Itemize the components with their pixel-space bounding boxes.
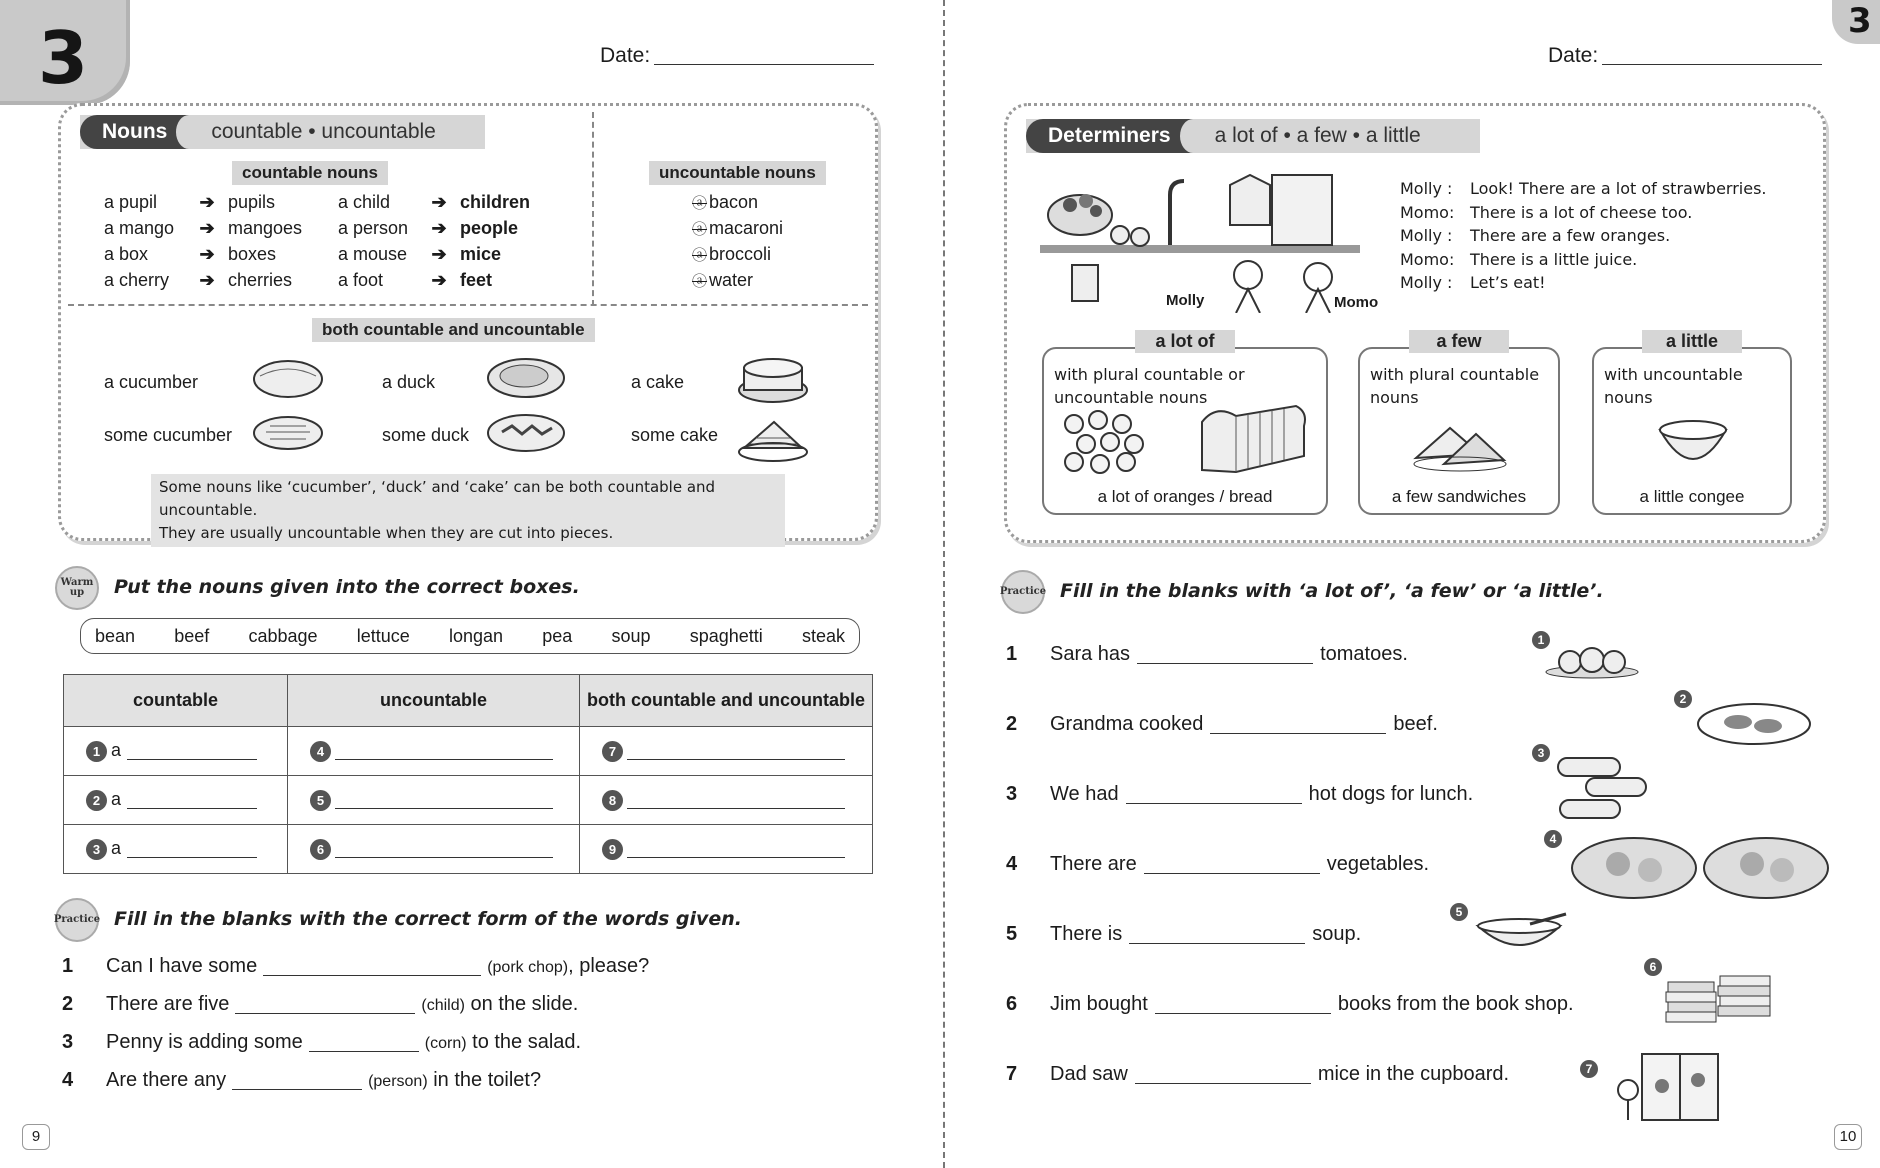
practice-item bbox=[1006, 993, 1574, 1016]
answer-blank[interactable] bbox=[627, 857, 845, 858]
word-bank bbox=[80, 618, 860, 654]
determiner-label: a little bbox=[1642, 330, 1742, 353]
item-text-end: beef. bbox=[1393, 713, 1438, 735]
practice-item bbox=[62, 955, 649, 978]
speech: Let’s eat! bbox=[1470, 273, 1546, 292]
usage-text: with plural countable bbox=[1370, 365, 1540, 384]
table-row bbox=[64, 727, 873, 776]
singular-noun: a cherry bbox=[104, 270, 170, 290]
practice-item bbox=[1006, 783, 1473, 806]
item-number: 2 bbox=[62, 993, 74, 1015]
picture-number: 3 bbox=[1532, 744, 1550, 762]
answer-number: 9 bbox=[602, 839, 623, 860]
usage-text: uncountable nouns bbox=[1054, 388, 1208, 407]
beef-plate-icon bbox=[1694, 700, 1814, 748]
answer-number: 6 bbox=[310, 839, 331, 860]
congee-bowl-icon bbox=[1656, 412, 1730, 474]
arrow-icon: ➔ bbox=[431, 192, 447, 212]
word-hint: (pork chop) bbox=[487, 959, 569, 976]
word-hint: (corn) bbox=[424, 1035, 467, 1052]
bread-loaf-icon bbox=[1196, 400, 1310, 474]
both-label: both countable and uncountable bbox=[312, 318, 595, 342]
kitchen-scene-icon bbox=[1040, 165, 1360, 313]
usage-text: with plural countable or bbox=[1054, 365, 1245, 384]
crossed-out-a-icon: ⓐ bbox=[692, 273, 708, 290]
word-bank-item: lettuce bbox=[356, 625, 410, 646]
answer-number: 1 bbox=[86, 741, 107, 762]
item-text: There are bbox=[1050, 853, 1137, 875]
item-number: 1 bbox=[62, 955, 74, 977]
answer-blank[interactable] bbox=[127, 808, 257, 809]
uncountable-noun: broccoli bbox=[709, 244, 772, 264]
note-line-2: They are usually uncountable when they are cut into pieces. bbox=[159, 524, 614, 542]
word-bank-item: bean bbox=[95, 625, 136, 646]
item-text: There are five bbox=[106, 993, 230, 1015]
answer-blank[interactable] bbox=[235, 1013, 415, 1014]
practice-item bbox=[62, 1031, 581, 1054]
practice-item bbox=[62, 1069, 541, 1092]
table-row bbox=[64, 825, 873, 874]
answer-blank[interactable] bbox=[309, 1051, 419, 1052]
unit-number: 3 bbox=[38, 16, 89, 100]
both-item-cucumber-some: some cucumber bbox=[104, 425, 233, 445]
date-label: Date: bbox=[600, 44, 651, 67]
books-icon bbox=[1662, 962, 1774, 1028]
arrow-icon: ➔ bbox=[199, 270, 215, 290]
crossed-out-a-icon: ⓐ bbox=[692, 247, 708, 264]
answer-number: 7 bbox=[602, 741, 623, 762]
word-hint: (child) bbox=[421, 997, 465, 1014]
answer-blank[interactable] bbox=[335, 857, 553, 858]
uncountable-noun: bacon bbox=[709, 192, 759, 212]
item-number: 1 bbox=[1006, 643, 1018, 665]
dialogue-line bbox=[1400, 224, 1767, 248]
book-spine bbox=[943, 0, 945, 1168]
vegetables-icon bbox=[1568, 830, 1832, 900]
character-momo: Momo bbox=[1334, 294, 1379, 311]
arrow-icon: ➔ bbox=[431, 218, 447, 238]
item-number: 5 bbox=[1006, 923, 1018, 945]
item-number: 2 bbox=[1006, 713, 1018, 735]
cake-icon bbox=[736, 350, 810, 406]
answer-cell bbox=[64, 825, 288, 874]
practice-item bbox=[1006, 643, 1408, 666]
singular-noun: a mouse bbox=[338, 244, 408, 264]
irregular-plural-noun: mice bbox=[460, 244, 502, 264]
col-header-uncountable: uncountable bbox=[288, 675, 580, 727]
nouns-tag-subtitle: countable • uncountable bbox=[211, 120, 436, 143]
answer-blank[interactable] bbox=[127, 857, 257, 858]
oranges-icon bbox=[1060, 410, 1150, 478]
hot-dogs-icon bbox=[1552, 752, 1650, 824]
item-number: 4 bbox=[62, 1069, 74, 1091]
item-text: Dad saw bbox=[1050, 1063, 1128, 1085]
answer-number: 2 bbox=[86, 790, 107, 811]
speaker: Momo: bbox=[1400, 249, 1455, 269]
sandwiches-icon bbox=[1410, 420, 1510, 472]
answer-number: 5 bbox=[310, 790, 331, 811]
countable-nouns-label: countable nouns bbox=[232, 161, 388, 185]
determiner-label: a few bbox=[1409, 330, 1509, 353]
item-text: Jim bought bbox=[1050, 993, 1148, 1015]
answer-blank[interactable] bbox=[335, 759, 553, 760]
both-item-cake-some: some cake bbox=[631, 425, 719, 445]
practice-item bbox=[62, 993, 578, 1016]
item-text: Penny is adding some bbox=[106, 1031, 303, 1053]
answer-blank[interactable] bbox=[263, 975, 481, 976]
item-text: We had bbox=[1050, 783, 1119, 805]
item-number: 3 bbox=[62, 1031, 74, 1053]
answer-blank[interactable] bbox=[1126, 803, 1302, 804]
answer-cell bbox=[288, 825, 580, 874]
date-input-line-right[interactable] bbox=[1602, 64, 1822, 65]
singular-noun: a child bbox=[338, 192, 391, 212]
item-text-end: , please? bbox=[568, 955, 650, 977]
speech: There are a few oranges. bbox=[1470, 226, 1671, 245]
speech: Look! There are a lot of strawberries. bbox=[1470, 179, 1767, 198]
practice-item bbox=[1006, 713, 1438, 736]
warmup-badge: Warm up bbox=[55, 566, 99, 610]
answer-cell bbox=[288, 776, 580, 825]
singular-noun: a foot bbox=[338, 270, 384, 290]
arrow-icon: ➔ bbox=[199, 192, 215, 212]
nouns-tag bbox=[80, 115, 485, 149]
countable-row bbox=[104, 244, 501, 265]
plural-noun: mangoes bbox=[228, 218, 303, 238]
item-number: 6 bbox=[1006, 993, 1018, 1015]
answer-cell bbox=[288, 727, 580, 776]
answer-blank[interactable] bbox=[1137, 663, 1313, 664]
cucumber-slices-icon bbox=[250, 410, 326, 456]
item-text-end: soup. bbox=[1312, 923, 1362, 945]
date-input-line[interactable] bbox=[654, 64, 874, 65]
answer-number: 4 bbox=[310, 741, 331, 762]
item-text-end: to the salad. bbox=[466, 1031, 582, 1053]
practice-item bbox=[1006, 923, 1361, 946]
arrow-icon: ➔ bbox=[199, 218, 215, 238]
dialogue-line bbox=[1400, 271, 1767, 295]
answer-number: 8 bbox=[602, 790, 623, 811]
speaker: Molly : bbox=[1400, 179, 1453, 198]
answer-blank[interactable] bbox=[335, 808, 553, 809]
mice-cupboard-icon bbox=[1606, 1050, 1726, 1124]
picture-number: 2 bbox=[1674, 690, 1692, 708]
irregular-plural-noun: children bbox=[460, 192, 531, 212]
item-text: Can I have some bbox=[106, 955, 258, 977]
answer-cell bbox=[580, 825, 873, 874]
answer-cell bbox=[580, 727, 873, 776]
item-number: 7 bbox=[1006, 1063, 1018, 1085]
duck-pieces-icon bbox=[484, 410, 568, 456]
arrow-icon: ➔ bbox=[431, 244, 447, 264]
answer-blank[interactable] bbox=[232, 1089, 362, 1090]
table-row bbox=[64, 776, 873, 825]
determiners-tag-title: Determiners bbox=[1026, 119, 1193, 153]
usage-text: nouns bbox=[1370, 388, 1419, 407]
word-bank-item: soup bbox=[611, 625, 651, 646]
item-text: Grandma cooked bbox=[1050, 713, 1204, 735]
character-molly: Molly bbox=[1166, 292, 1205, 309]
determiners-tag-subtitle: a lot of • a few • a little bbox=[1214, 124, 1421, 147]
practice-badge-right: Practice bbox=[1001, 570, 1045, 614]
singular-noun: a person bbox=[338, 218, 409, 238]
arrow-icon: ➔ bbox=[199, 244, 215, 264]
item-text: There is bbox=[1050, 923, 1123, 945]
soup-bowl-icon bbox=[1474, 912, 1572, 958]
singular-noun: a box bbox=[104, 244, 149, 264]
divider-vertical bbox=[592, 112, 594, 306]
nouns-tag-title: Nouns bbox=[80, 115, 189, 149]
item-text-end: on the slide. bbox=[464, 993, 579, 1015]
plural-noun: cherries bbox=[228, 270, 293, 290]
word-bank-item: steak bbox=[801, 625, 845, 646]
word-bank-item: spaghetti bbox=[689, 625, 763, 646]
picture-number: 6 bbox=[1644, 958, 1662, 976]
article-prefix: a bbox=[111, 838, 122, 858]
answer-cell bbox=[64, 727, 288, 776]
speaker: Molly : bbox=[1400, 226, 1453, 245]
speech: There is a lot of cheese too. bbox=[1470, 202, 1693, 222]
arrow-icon: ➔ bbox=[431, 270, 447, 290]
col-header-countable: countable bbox=[64, 675, 288, 727]
uncountable-item bbox=[692, 244, 771, 265]
item-text-end: tomatoes. bbox=[1320, 643, 1408, 665]
answer-blank[interactable] bbox=[627, 808, 845, 809]
nouns-note bbox=[151, 474, 785, 547]
plural-noun: pupils bbox=[228, 192, 276, 212]
word-bank-item: pea bbox=[542, 625, 573, 646]
crossed-out-a-icon: ⓐ bbox=[692, 221, 708, 238]
item-number: 3 bbox=[1006, 783, 1018, 805]
both-item-duck-a: a duck bbox=[382, 372, 436, 392]
item-text-end: books from the book shop. bbox=[1337, 993, 1574, 1015]
picture-number: 4 bbox=[1544, 830, 1562, 848]
answer-blank[interactable] bbox=[1135, 1083, 1311, 1084]
both-item-duck-some: some duck bbox=[382, 425, 470, 445]
answer-cell bbox=[64, 776, 288, 825]
picture-number: 5 bbox=[1450, 903, 1468, 921]
cucumber-icon bbox=[250, 356, 326, 402]
item-text-end: hot dogs for lunch. bbox=[1308, 783, 1474, 805]
word-bank-item: longan bbox=[448, 625, 504, 646]
warmup-instruction: Put the nouns given into the correct boxes. bbox=[114, 576, 580, 598]
countable-row bbox=[104, 192, 530, 213]
dialogue-line bbox=[1400, 248, 1767, 272]
answer-blank[interactable] bbox=[1144, 873, 1320, 874]
uncountable-item bbox=[692, 192, 758, 213]
example-caption: a few sandwiches bbox=[1391, 487, 1527, 506]
item-text: Sara has bbox=[1050, 643, 1131, 665]
practice-badge: Practice bbox=[55, 898, 99, 942]
item-text-end: in the toilet? bbox=[427, 1069, 542, 1091]
page-number-right: 10 bbox=[1834, 1124, 1862, 1150]
dialogue-line bbox=[1400, 177, 1767, 201]
word-hint: (person) bbox=[368, 1073, 428, 1090]
answer-blank[interactable] bbox=[1210, 733, 1386, 734]
picture-number: 7 bbox=[1580, 1060, 1598, 1078]
uncountable-noun: macaroni bbox=[709, 218, 784, 238]
determiner-label: a lot of bbox=[1135, 330, 1235, 353]
picture-number: 1 bbox=[1532, 631, 1550, 649]
date-field bbox=[600, 44, 874, 68]
note-line-1: Some nouns like ‘cucumber’, ‘duck’ and ‘cake’ can be both countable and uncountable. bbox=[159, 478, 716, 519]
answer-blank[interactable] bbox=[127, 759, 257, 760]
dialogue-line bbox=[1400, 201, 1767, 225]
speaker: Molly : bbox=[1400, 273, 1453, 292]
usage-text: nouns bbox=[1604, 388, 1653, 407]
col-header-both: both countable and uncountable bbox=[580, 675, 873, 727]
practice-item bbox=[1006, 853, 1429, 876]
word-bank-item: beef bbox=[174, 625, 210, 646]
uncountable-item bbox=[692, 270, 753, 291]
item-text: Are there any bbox=[106, 1069, 227, 1091]
countable-row bbox=[104, 270, 492, 291]
tomatoes-icon bbox=[1544, 640, 1640, 680]
item-text-end: vegetables. bbox=[1326, 853, 1430, 875]
crossed-out-a-icon: ⓐ bbox=[692, 195, 708, 212]
article-prefix: a bbox=[111, 789, 122, 809]
both-item-cucumber-a: a cucumber bbox=[104, 372, 199, 392]
noun-sort-table bbox=[63, 674, 873, 874]
answer-blank[interactable] bbox=[1155, 1013, 1331, 1014]
singular-noun: a mango bbox=[104, 218, 175, 238]
practice-instruction: Fill in the blanks with the correct form of the words given. bbox=[114, 908, 742, 930]
date-field-right bbox=[1548, 44, 1822, 68]
uncountable-nouns-label: uncountable nouns bbox=[649, 161, 826, 185]
usage-text: with uncountable bbox=[1604, 365, 1743, 384]
example-caption: a little congee bbox=[1639, 487, 1745, 506]
both-item-cake-a: a cake bbox=[631, 372, 685, 392]
practice-item bbox=[1006, 1063, 1509, 1086]
article-prefix: a bbox=[111, 740, 122, 760]
divider-horizontal bbox=[68, 304, 868, 306]
uncountable-item bbox=[692, 218, 783, 239]
unit-number-right: 3 bbox=[1848, 1, 1872, 41]
item-text-end: mice in the cupboard. bbox=[1317, 1063, 1510, 1085]
word-bank-item: cabbage bbox=[248, 625, 318, 646]
page-number-left: 9 bbox=[22, 1124, 50, 1150]
answer-number: 3 bbox=[86, 839, 107, 860]
plural-noun: boxes bbox=[228, 244, 277, 264]
speaker: Momo: bbox=[1400, 202, 1455, 222]
uncountable-noun: water bbox=[709, 270, 754, 290]
countable-row bbox=[104, 218, 518, 239]
practice-instruction-right: Fill in the blanks with ‘a lot of’, ‘a few’ or ‘a little’. bbox=[1060, 580, 1604, 602]
irregular-plural-noun: people bbox=[460, 218, 519, 238]
irregular-plural-noun: feet bbox=[460, 270, 493, 290]
answer-blank[interactable] bbox=[627, 759, 845, 760]
cake-slices-icon bbox=[736, 408, 810, 464]
item-number: 4 bbox=[1006, 853, 1018, 875]
speech: There is a little juice. bbox=[1470, 249, 1638, 269]
answer-cell bbox=[580, 776, 873, 825]
date-label-right: Date: bbox=[1548, 44, 1599, 67]
duck-icon bbox=[484, 354, 568, 402]
example-caption: a lot of oranges / bread bbox=[1097, 487, 1273, 506]
dialogue bbox=[1400, 177, 1767, 295]
singular-noun: a pupil bbox=[104, 192, 158, 212]
answer-blank[interactable] bbox=[1129, 943, 1305, 944]
determiners-tag bbox=[1026, 119, 1480, 153]
